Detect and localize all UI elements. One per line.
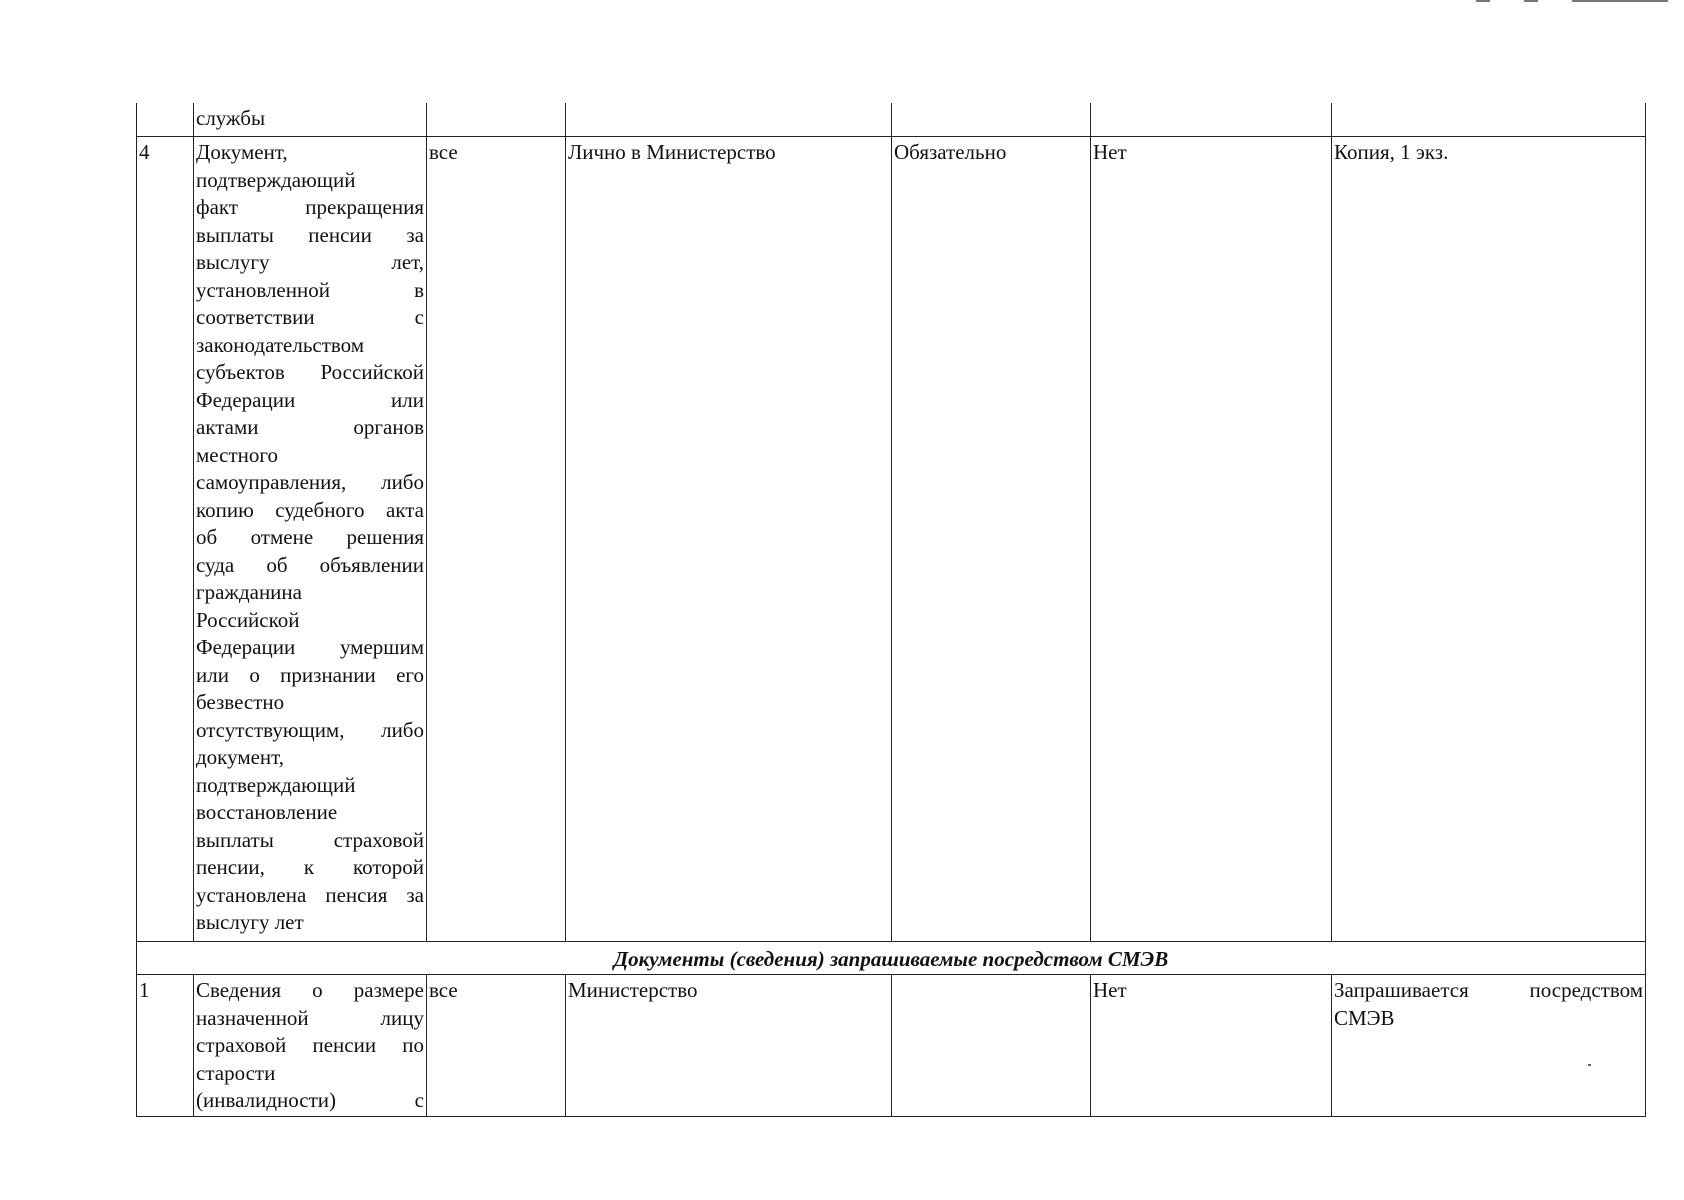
own-initiative-cell: Нет <box>1091 975 1332 1117</box>
submission-cell: Министерство <box>566 975 892 1117</box>
section-title: Документы (сведения) запрашиваемые посредством СМЭВ <box>137 942 1646 975</box>
scan-edge-marks <box>1476 0 1676 6</box>
form-cell: Копия, 1 экз. <box>1332 137 1646 942</box>
scan-speck <box>1588 1064 1591 1066</box>
document-name: Документ, подтверждающий факт прекращения выплаты пенсии за выслугу лет, установленной в соответствии с законодательством субъектов Российской Федерации или актами органов местного самоуправления, либо копию судебного акта об отмене решения суда об объявлении гражданина Российской Федерации умершим или о признании его безвестно отсутствующим, либо документ, подтверждающий восстановление выплаты страховой пенсии, к которой установлена пенсия за выслугу лет <box>194 137 427 942</box>
section-header-row <box>137 942 1646 975</box>
document-name: Сведения о размере назначенной лицу страховой пенсии по старости (инвалидности) с <box>194 975 427 1117</box>
applicants-cell: все <box>427 975 566 1117</box>
table-row-continuation <box>137 103 1646 137</box>
mandatory-cell: Обязательно <box>892 137 1091 942</box>
row-number <box>137 103 194 137</box>
table-row <box>137 975 1646 1117</box>
document-name: службы <box>194 103 427 137</box>
table-row <box>137 137 1646 942</box>
row-number: 1 <box>137 975 194 1117</box>
row-number: 4 <box>137 137 194 942</box>
submission-cell: Лично в Министерство <box>566 137 892 942</box>
mandatory-cell <box>892 975 1091 1117</box>
documents-table <box>136 103 1646 1117</box>
own-initiative-cell <box>1091 103 1332 137</box>
applicants-cell <box>427 103 566 137</box>
own-initiative-cell: Нет <box>1091 137 1332 942</box>
applicants-cell: все <box>427 137 566 942</box>
form-cell <box>1332 103 1646 137</box>
form-cell: Запрашивается посредством СМЭВ <box>1332 975 1646 1117</box>
mandatory-cell <box>892 103 1091 137</box>
submission-cell <box>566 103 892 137</box>
